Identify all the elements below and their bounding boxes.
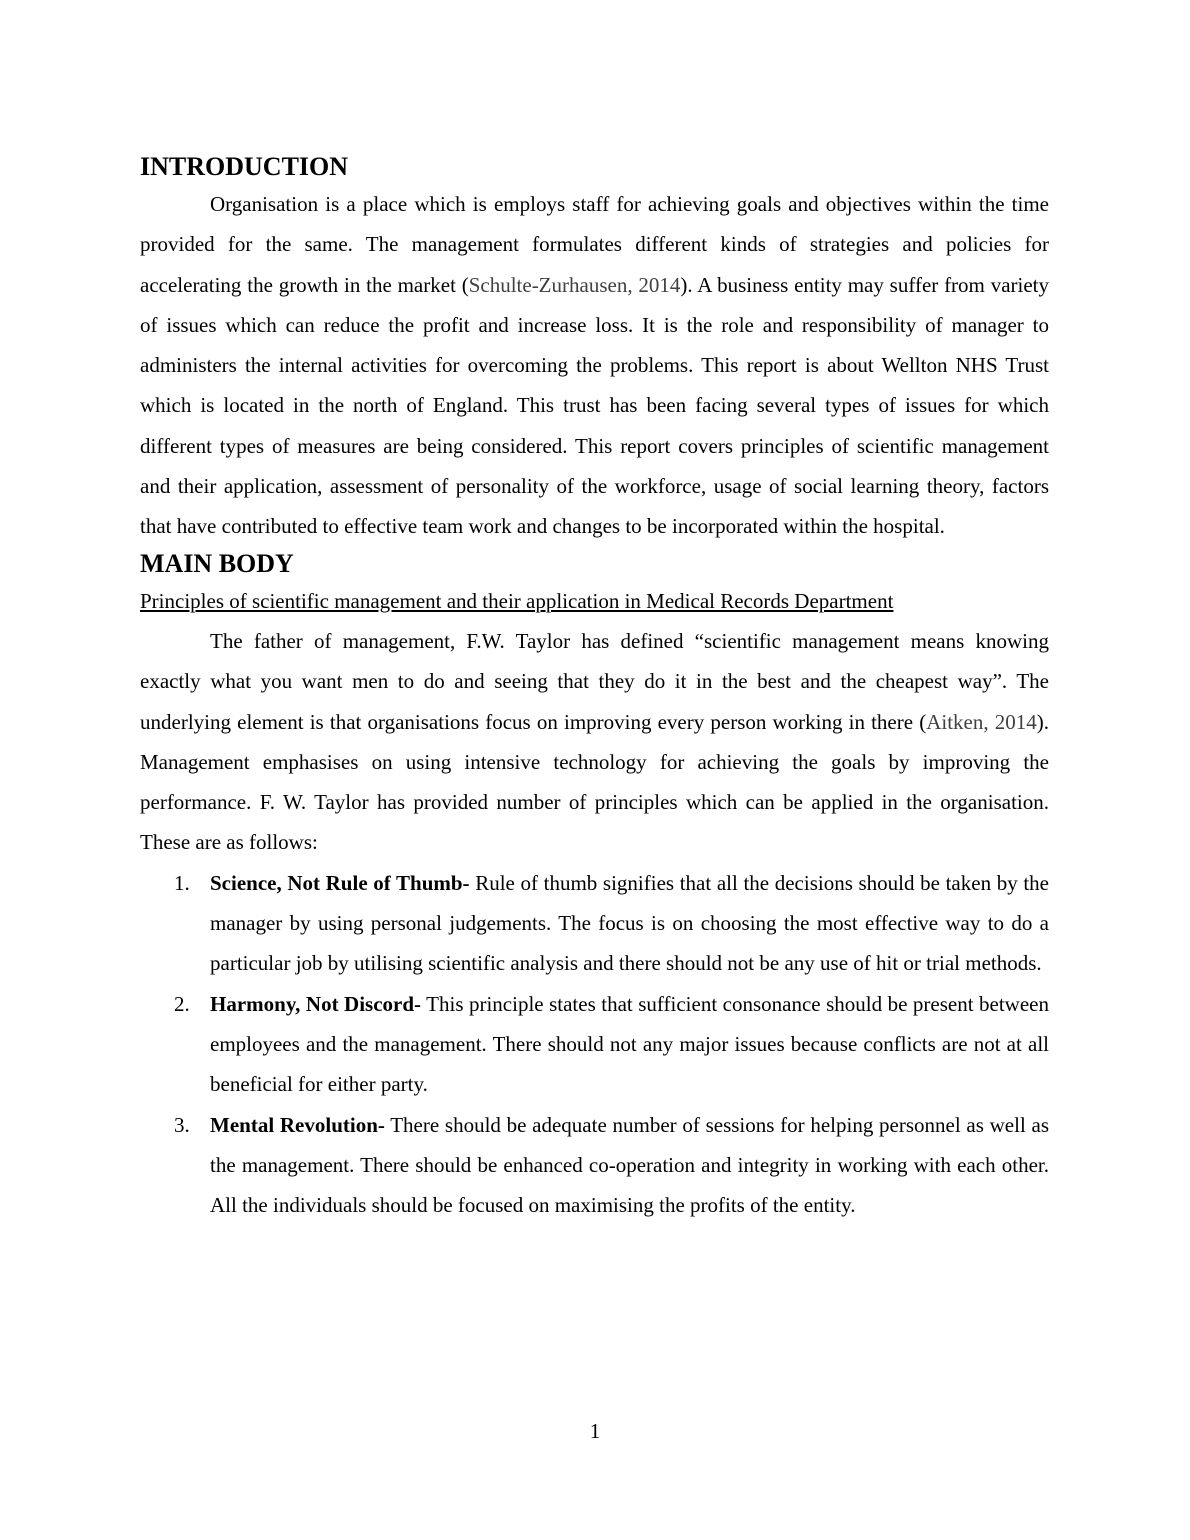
list-item [140,1105,1049,1226]
list-item-title: Science, Not Rule of Thumb- [210,870,470,895]
citation-aitken: Aitken, 2014 [926,709,1037,734]
list-item-number: 3. [174,1112,190,1137]
list-item [140,863,1049,984]
list-item-text: Rule of thumb signifies that all the decisions should be taken by the manager by using personal judgements. The focus is on choosing the most effective way to do a particular job by utilising scientific analysis and there should not be any use of hit or trial methods. [210,870,1049,976]
list-item-text: This principle states that sufficient consonance should be present between employees and the management. There should not any major issues because conflicts are not at all beneficial for either party. [210,991,1049,1097]
introduction-text-start: Organisation is a place which is employs staff for achieving goals and objectives within the time provided for the same. The management formulates different kinds of strategies and policies for accelerating the growth in the market ( [140,192,1049,297]
main-body-text-start: The father of management, F.W. Taylor has defined “scientific management means knowing exactly what you want men to do and seeing that they do it in the best and the cheapest way”. The underlying element is that organisations focus on improving every person working in there ( [140,628,1049,734]
page-number: 1 [589,1419,601,1443]
principles-list [140,863,1049,1226]
section-subheading: Principles of scientific management and their application in Medical Records Department [140,588,894,613]
citation-schulte-zurhausen: Schulte-Zurhausen, 2014 [468,272,681,297]
list-item-text: There should be adequate number of sessions for helping personnel as well as the management. There should be enhanced co-operation and integrity in working with each other. All the individuals should be focused on maximising the profits of the entity. [210,1112,1049,1218]
introduction-text-end: ). A business entity may suffer from variety of issues which can reduce the profit and increase loss. It is the role and responsibility of manager to administers the internal activities for overcoming the problems. This report is about Wellton NHS Trust which is located in the north of England. This trust has been facing several types of issues for which different types of measures are being considered. This report covers principles of scientific management and their application, assessment of personality of the workforce, usage of social learning theory, factors that have contributed to effective team work and changes to be incorporated within the hospital. [140,272,1050,539]
list-item-number: 2. [174,991,190,1016]
main-body-heading: MAIN BODY [140,548,294,578]
main-body-paragraph [140,621,1049,863]
list-item [140,984,1049,1105]
list-item-title: Mental Revolution- [210,1112,385,1137]
list-item-number: 1. [174,870,190,895]
page-content [140,150,1049,1225]
introduction-paragraph [140,184,1049,547]
list-item-title: Harmony, Not Discord- [210,991,422,1016]
main-body-text-end: ). Management emphasises on using intensive technology for achieving the goals by improving the performance. F. W. Taylor has provided number of principles which can be applied in the organisation. These are as follows: [140,709,1049,855]
introduction-heading: INTRODUCTION [140,152,349,181]
